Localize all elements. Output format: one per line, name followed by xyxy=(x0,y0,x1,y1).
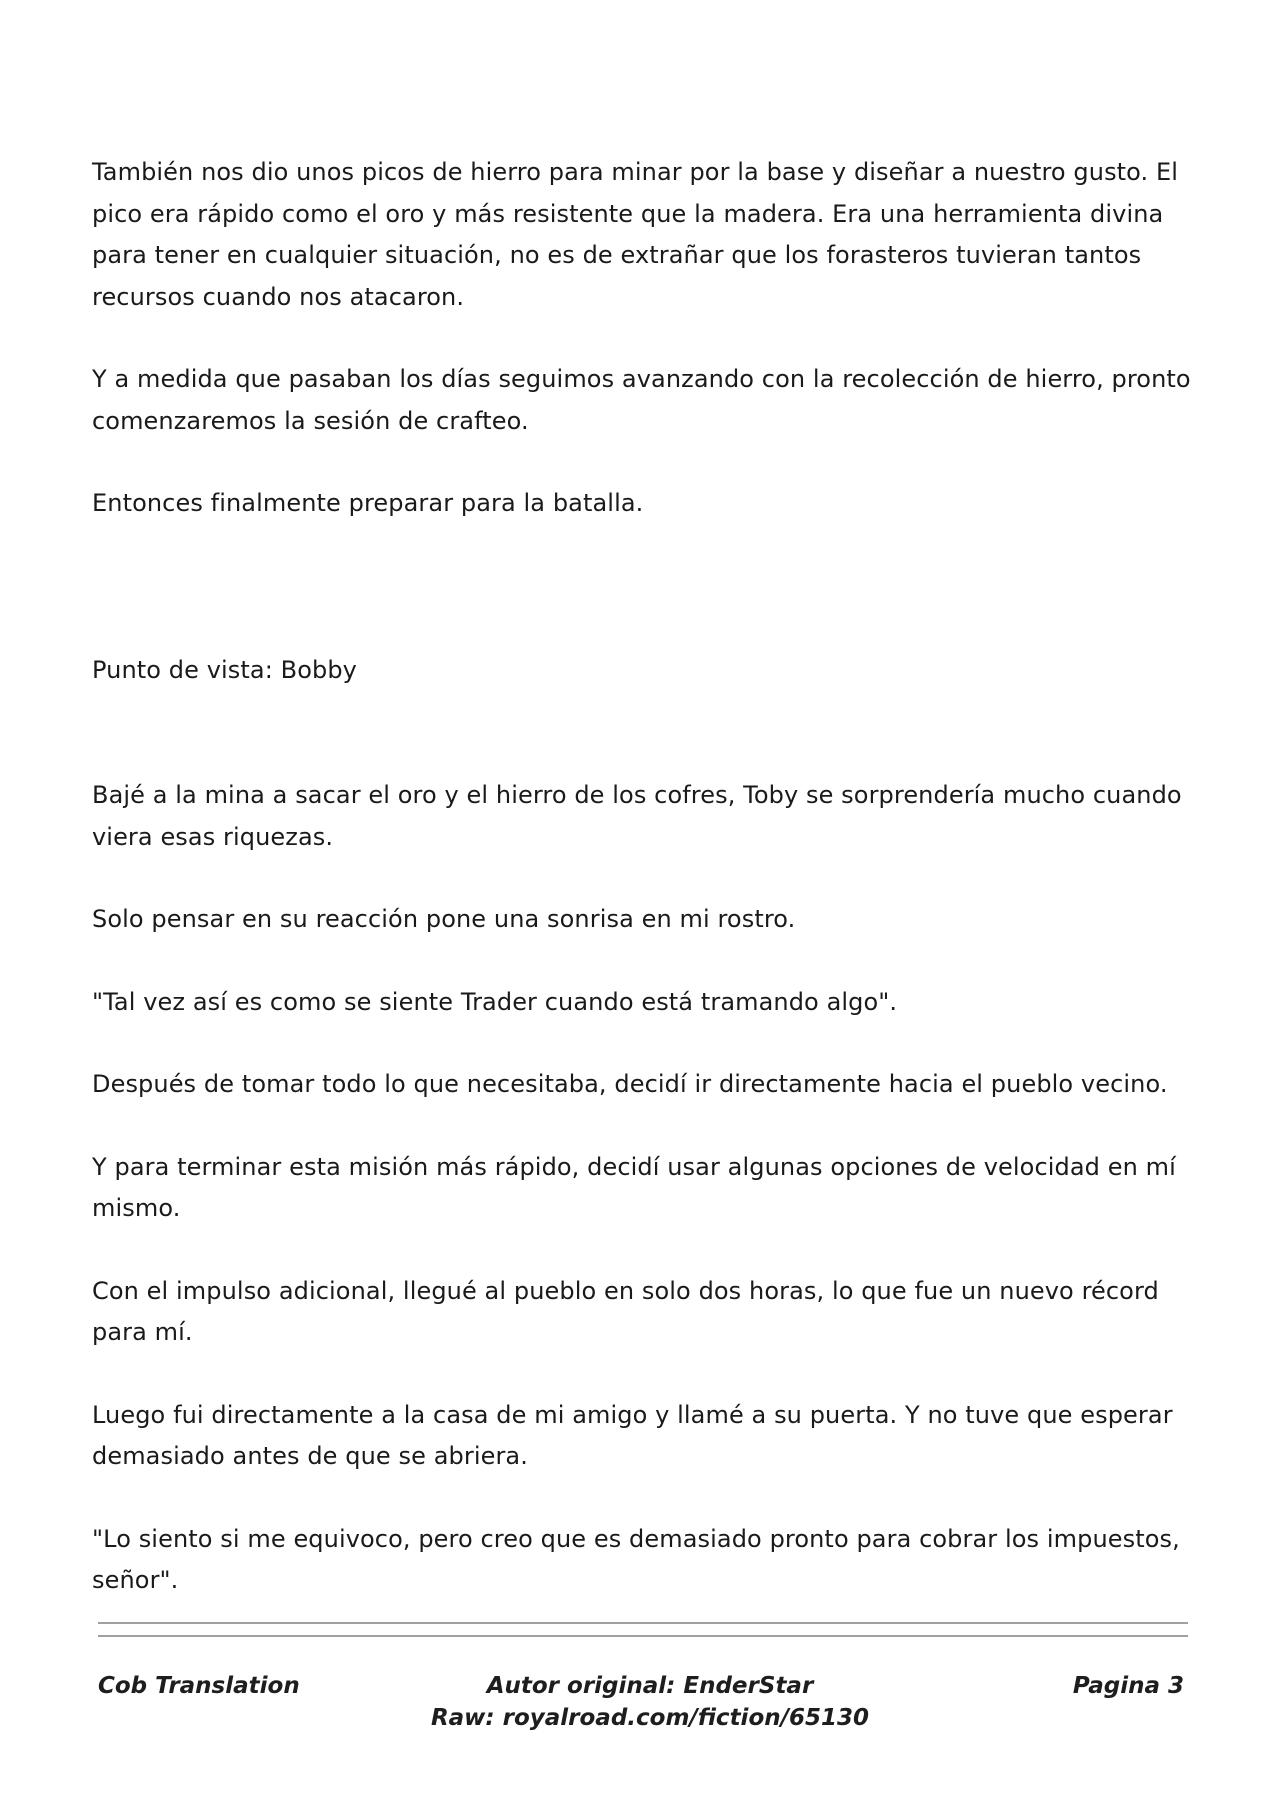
paragraph: Con el impulso adicional, llegué al pueblo en solo dos horas, lo que fue un nuevo récord para mí. xyxy=(92,1276,1159,1346)
paragraph: Después de tomar todo lo que necesitaba, decidí ir directamente hacia el pueblo vecino. xyxy=(92,1070,1168,1098)
footer-translator: Cob Translation xyxy=(98,1673,300,1699)
pov-heading: Punto de vista: Bobby xyxy=(92,655,357,684)
paragraph: "Lo siento si me equivoco, pero creo que es demasiado pronto para cobrar los impuestos, señor". xyxy=(92,1524,1180,1594)
footer-divider xyxy=(98,1635,1188,1637)
paragraph: Y para terminar esta misión más rápido, decidí usar algunas opciones de velocidad en mí mismo. xyxy=(92,1152,1176,1222)
paragraph: Bajé a la mina a sacar el oro y el hierro de los cofres, Toby se sorprendería mucho cuando viera esas riquezas. xyxy=(92,781,1182,851)
paragraph: "Tal vez así es como se siente Trader cuando está tramando algo". xyxy=(92,987,898,1016)
footer-author: Autor original: EnderStar xyxy=(486,1673,814,1699)
footer-page-number: Pagina 3 xyxy=(1072,1673,1184,1699)
document-body xyxy=(92,152,1192,1643)
paragraph: También nos dio unos picos de hierro para minar por la base y diseñar a nuestro gusto. El pico era rápido como el oro y más resistente que la madera. Era una herramienta divina para tener en cualquier situación, no es de extrañar que los forasteros tuvieran tantos recursos cuando nos atacaron. xyxy=(92,158,1179,311)
footer-divider xyxy=(98,1622,1188,1624)
paragraph: Luego fui directamente a la casa de mi amigo y llamé a su puerta. Y no tuve que esperar demasiado antes de que se abriera. xyxy=(92,1400,1173,1470)
paragraph: Solo pensar en su reacción pone una sonrisa en mi rostro. xyxy=(92,905,796,933)
paragraph: Entonces finalmente preparar para la batalla. xyxy=(92,489,644,517)
paragraph: Y a medida que pasaban los días seguimos avanzando con la recolección de hierro, pronto comenzaremos la sesión de crafteo. xyxy=(92,365,1191,435)
footer-raw-source: Raw: royalroad.com/fiction/65130 xyxy=(430,1705,870,1731)
